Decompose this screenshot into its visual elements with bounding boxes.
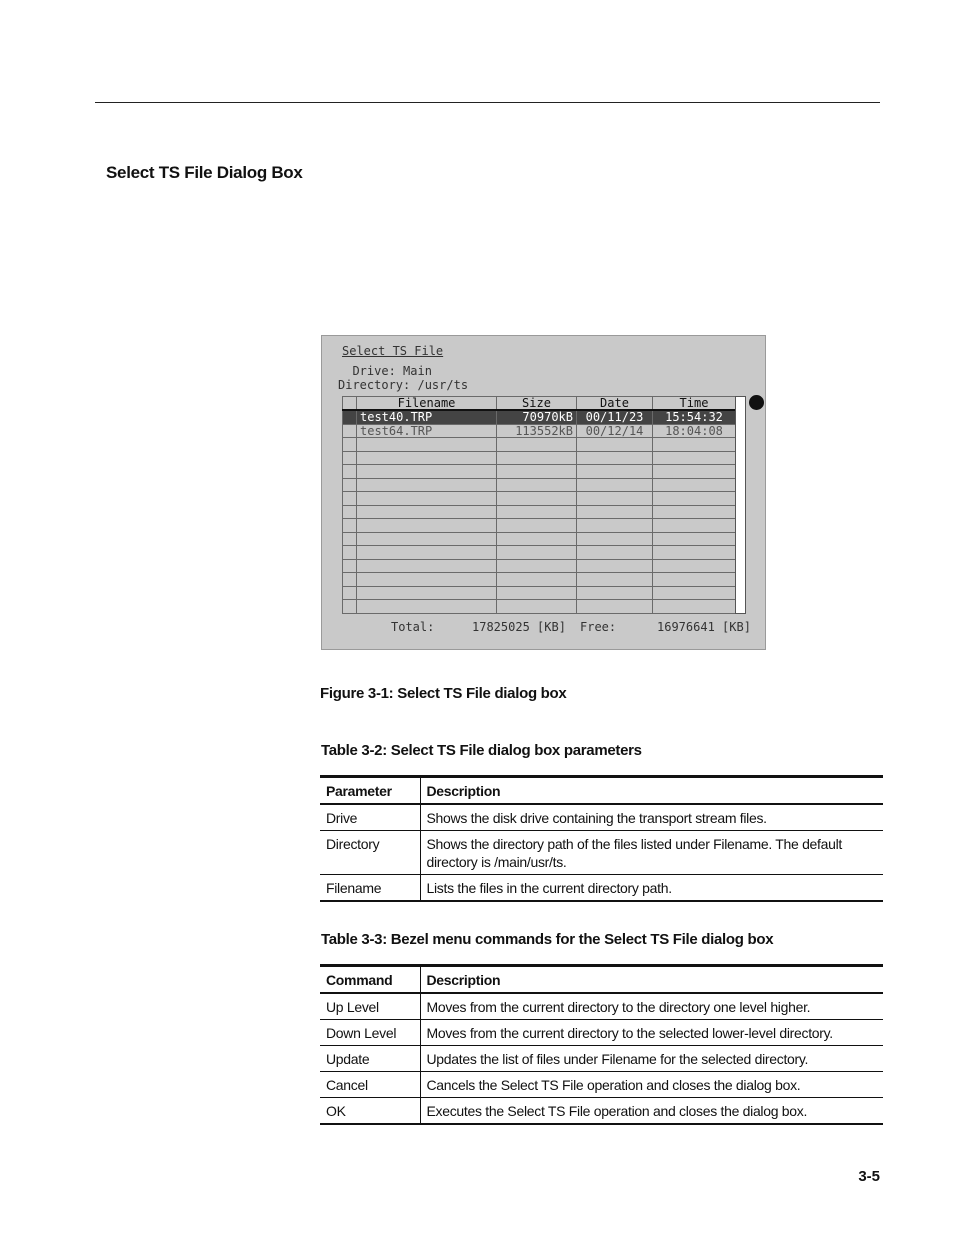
parameter-row <box>320 831 883 875</box>
row-index-cell <box>343 424 357 438</box>
commands-body <box>320 993 883 1124</box>
date-cell <box>577 532 653 546</box>
parameters-header-row <box>320 777 883 805</box>
scroll-indicator-icon <box>749 395 764 410</box>
row-index-cell <box>343 546 357 560</box>
filename-cell <box>357 438 497 452</box>
time-cell <box>653 519 736 533</box>
date-cell <box>577 492 653 506</box>
bezel-commands-table <box>320 964 883 1125</box>
row-index-cell <box>343 438 357 452</box>
row-index-cell <box>343 492 357 506</box>
empty-file-row[interactable] <box>343 505 736 519</box>
total-value: 17825025 [KB] <box>472 620 566 634</box>
file-row[interactable] <box>343 424 736 438</box>
time-cell <box>653 505 736 519</box>
file-row[interactable] <box>343 410 736 424</box>
filename-cell <box>357 492 497 506</box>
figure-caption: Figure 3-1: Select TS File dialog box <box>320 685 567 702</box>
size-cell <box>497 451 577 465</box>
size-cell <box>497 600 577 614</box>
name-cell: Down Level <box>320 1020 420 1046</box>
filename-cell: test64.TRP <box>357 424 497 438</box>
commands-header-row <box>320 966 883 994</box>
date-cell: 00/11/23 <box>577 410 653 424</box>
command-row <box>320 1072 883 1098</box>
row-index-cell <box>343 600 357 614</box>
description-cell: Shows the directory path of the files listed under Filename. The default directory is /main/usr/ts. <box>420 831 883 875</box>
command-header: Command <box>320 966 420 994</box>
directory-label: Directory: /usr/ts <box>338 378 469 392</box>
date-cell <box>577 600 653 614</box>
size-cell <box>497 505 577 519</box>
page-number: 3-5 <box>858 1168 880 1185</box>
date-cell <box>577 573 653 587</box>
parameter-row <box>320 804 883 831</box>
time-cell <box>653 478 736 492</box>
table-3-3-caption: Table 3-3: Bezel menu commands for the Select TS File dialog box <box>321 931 774 948</box>
time-cell <box>653 451 736 465</box>
file-list-body <box>343 410 736 614</box>
size-cell <box>497 546 577 560</box>
description-cell: Cancels the Select TS File operation and closes the dialog box. <box>420 1072 883 1098</box>
free-value: 16976641 [KB] <box>657 620 751 634</box>
empty-file-row[interactable] <box>343 573 736 587</box>
row-index-cell <box>343 532 357 546</box>
row-index-cell <box>343 505 357 519</box>
empty-file-row[interactable] <box>343 451 736 465</box>
date-cell <box>577 505 653 519</box>
size-cell <box>497 492 577 506</box>
date-cell <box>577 546 653 560</box>
top-rule <box>95 102 880 103</box>
filename-cell <box>357 586 497 600</box>
filename-cell <box>357 600 497 614</box>
size-cell: 70970kB <box>497 410 577 424</box>
total-label: Total: <box>391 620 435 634</box>
command-row <box>320 1020 883 1046</box>
date-cell <box>577 519 653 533</box>
filename-cell <box>357 559 497 573</box>
row-index-cell <box>343 410 357 424</box>
name-cell: OK <box>320 1098 420 1125</box>
description-cell: Updates the list of files under Filename for the selected directory. <box>420 1046 883 1072</box>
filename-cell <box>357 505 497 519</box>
time-cell <box>653 492 736 506</box>
row-index-cell <box>343 451 357 465</box>
time-cell <box>653 465 736 479</box>
parameter-row <box>320 875 883 902</box>
size-cell <box>497 573 577 587</box>
row-index-cell <box>343 465 357 479</box>
row-index-cell <box>343 573 357 587</box>
time-cell <box>653 546 736 560</box>
file-list-table <box>342 396 736 614</box>
empty-file-row[interactable] <box>343 600 736 614</box>
select-ts-file-dialog <box>321 335 766 650</box>
filename-cell: test40.TRP <box>357 410 497 424</box>
free-label: Free: <box>580 620 617 634</box>
size-cell <box>497 519 577 533</box>
time-cell: 18:04:08 <box>653 424 736 438</box>
date-cell <box>577 586 653 600</box>
size-cell <box>497 532 577 546</box>
row-index-cell <box>343 478 357 492</box>
row-index-cell <box>343 559 357 573</box>
empty-file-row[interactable] <box>343 519 736 533</box>
size-cell <box>497 438 577 452</box>
time-cell <box>653 559 736 573</box>
empty-file-row[interactable] <box>343 546 736 560</box>
date-cell: 00/12/14 <box>577 424 653 438</box>
empty-file-row[interactable] <box>343 586 736 600</box>
time-column-header[interactable]: Time <box>653 397 736 411</box>
filename-cell <box>357 532 497 546</box>
date-cell <box>577 438 653 452</box>
size-cell <box>497 478 577 492</box>
table-3-2-caption: Table 3-2: Select TS File dialog box parameters <box>321 742 642 759</box>
section-heading: Select TS File Dialog Box <box>106 163 303 182</box>
filename-cell <box>357 451 497 465</box>
filename-cell <box>357 465 497 479</box>
date-cell <box>577 478 653 492</box>
description-cell: Moves from the current directory to the selected lower-level directory. <box>420 1020 883 1046</box>
file-list-scrollbar[interactable] <box>735 396 746 614</box>
description-header: Description <box>420 966 883 994</box>
size-cell <box>497 465 577 479</box>
dialog-title: Select TS File <box>342 344 444 358</box>
filename-cell <box>357 573 497 587</box>
index-column-header <box>343 397 357 411</box>
filename-cell <box>357 478 497 492</box>
empty-file-row[interactable] <box>343 465 736 479</box>
size-column-header[interactable]: Size <box>497 397 577 411</box>
time-cell <box>653 573 736 587</box>
size-cell <box>497 559 577 573</box>
parameters-table <box>320 775 883 902</box>
empty-file-row[interactable] <box>343 438 736 452</box>
empty-file-row[interactable] <box>343 492 736 506</box>
description-cell: Shows the disk drive containing the transport stream files. <box>420 804 883 831</box>
name-cell: Directory <box>320 831 420 875</box>
date-column-header[interactable]: Date <box>577 397 653 411</box>
description-cell: Moves from the current directory to the directory one level higher. <box>420 993 883 1020</box>
date-cell <box>577 451 653 465</box>
time-cell <box>653 438 736 452</box>
size-cell <box>497 586 577 600</box>
name-cell: Cancel <box>320 1072 420 1098</box>
date-cell <box>577 559 653 573</box>
command-row <box>320 1046 883 1072</box>
time-cell <box>653 600 736 614</box>
empty-file-row[interactable] <box>343 559 736 573</box>
time-cell <box>653 532 736 546</box>
parameters-body <box>320 804 883 901</box>
date-cell <box>577 465 653 479</box>
filename-cell <box>357 519 497 533</box>
file-list-header <box>343 397 736 411</box>
description-cell: Lists the files in the current directory path. <box>420 875 883 902</box>
command-row <box>320 1098 883 1125</box>
time-cell <box>653 586 736 600</box>
drive-label: Drive: Main <box>338 364 432 378</box>
row-index-cell <box>343 519 357 533</box>
row-index-cell <box>343 586 357 600</box>
command-row <box>320 993 883 1020</box>
filename-column-header[interactable]: Filename <box>357 397 497 411</box>
empty-file-row[interactable] <box>343 478 736 492</box>
description-cell: Executes the Select TS File operation and closes the dialog box. <box>420 1098 883 1125</box>
size-cell: 113552kB <box>497 424 577 438</box>
name-cell: Drive <box>320 804 420 831</box>
description-header: Description <box>420 777 883 805</box>
filename-cell <box>357 546 497 560</box>
name-cell: Up Level <box>320 993 420 1020</box>
empty-file-row[interactable] <box>343 532 736 546</box>
name-cell: Filename <box>320 875 420 902</box>
name-cell: Update <box>320 1046 420 1072</box>
parameter-header: Parameter <box>320 777 420 805</box>
time-cell: 15:54:32 <box>653 410 736 424</box>
